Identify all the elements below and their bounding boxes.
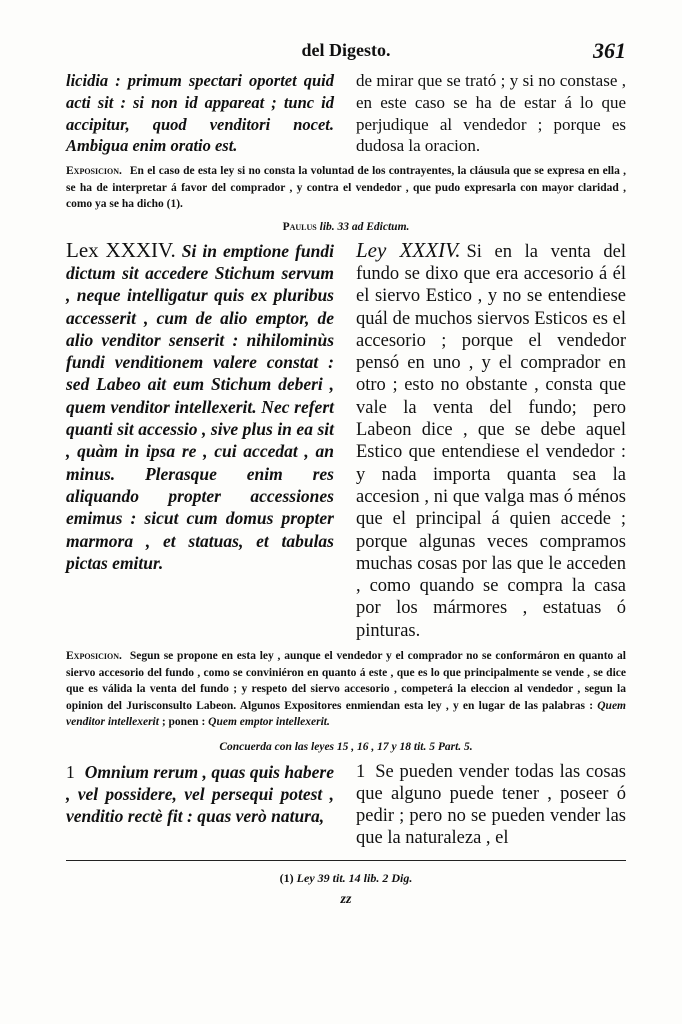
page [66, 40, 626, 908]
page-number: 361 [593, 38, 626, 63]
footnote-text: Ley 39 tit. 14 lib. 2 Dig. [296, 870, 413, 885]
section-number-la: 1 [66, 761, 75, 782]
lex-latin-body: Si in emptione fundi dictum sit accedere Stichum servum , neque intelligatur quis ex pluribus accesserit , cum de alio emptor, de alio venditor senserit : nihilominùs fundi venditionem valere constat : sed Labeo ait eum Stichum deberi , quem venditor intellexerit. Nec refert quanti sit accessio , sive plus in ea sit , quàm in ipsa re , cui accedat , an minus. Plerasque enim res aliquando propter accessiones emimus : sicut cum domus propter marmora , et statuas, et tabulas pictas emitur. [66, 240, 334, 573]
exposicion-note-1 [66, 163, 626, 213]
exposicion-mid: ; ponen : [158, 716, 209, 729]
footnote-marker: (1) [279, 870, 294, 885]
ley-label: Ley XXXIV. [356, 237, 461, 262]
footnote [66, 871, 626, 886]
ley-spanish-column [356, 239, 626, 642]
source-author: Paulus [282, 220, 317, 233]
signature-mark: zz [340, 891, 352, 907]
section-number-es: 1 [356, 761, 366, 782]
lex-latin-text [66, 239, 334, 574]
running-head [66, 40, 626, 70]
block3 [66, 761, 626, 850]
latin-text: licidia : primum spectari oportet quid acti sit : si non id appareat ; tunc id accipitur, quod venditori nocet. Ambigua enim oratio est. [66, 71, 334, 156]
spanish-text: de mirar que se trató ; y si no constase , en este caso se ha de estar á lo que perjudique al vendedor ; porque es dudosa la oracion. [356, 71, 626, 156]
spanish-column [356, 70, 626, 157]
source-ref: lib. 33 ad Edictum. [319, 220, 410, 233]
exposicion-label-2: Exposicion. [66, 650, 122, 663]
latin-column-3 [66, 761, 334, 850]
running-title: del Digesto. [301, 40, 391, 60]
latin-text-3 [66, 761, 334, 828]
exposicion-note-2 [66, 648, 626, 731]
block1 [66, 70, 626, 157]
exposicion-label: Exposicion. [66, 165, 122, 178]
latin-column [66, 70, 334, 157]
spanish-column-3 [356, 761, 626, 850]
exposicion-text: En el caso de esta ley si no consta la voluntad de los contrayentes, la cláusula que se expresa en ella , se ha de interpretar á favor del comprador , y contra el vendedor , que pudo expresarla con mayor claridad , como ya se ha dicho (1). [66, 165, 626, 211]
concuerda-line: Concuerda con las leyes 15 , 16 , 17 y 18 tit. 5 Part. 5. [219, 740, 473, 753]
source-citation [66, 221, 626, 233]
exposicion-text-2: Segun se propone en esta ley , aunque el vendedor y el comprador no se conformáron en quanto al siervo accesorio del fundo , como se conviniéron en quanto á este , que es lo que principalmente se vende , se dice que es válida la venta del fundo ; y respeto del siervo accesorio , competerá la eleccion al vendedor , segun la opinion del Jurisconsulto Labeon. Algunos Expositores enmiendan esta ley , y en lugar de las palabras : [66, 650, 626, 712]
lex-label: Lex XXXIV. [66, 237, 176, 262]
lex-34-block [66, 239, 626, 642]
lex-latin-column [66, 239, 334, 642]
latin-body-3: Omnium rerum , quas quis habere , vel possidere, vel persequi potest , venditio rectè fit : quas verò natura, [66, 761, 334, 827]
ley-spanish-text [356, 239, 626, 642]
footnote-divider [66, 860, 626, 861]
quote-venditor: Quem venditor intellexerit [66, 699, 626, 729]
quote-emptor: Quem emptor intellexerit. [208, 716, 330, 729]
ley-spanish-body: Si en la venta del fundo se dixo que era accesorio á él el siervo Estico , y no se entendiese quál de muchos siervos Esticos es el accesorio ; porque el vendedor pensó en uno , y el comprador en otro ; esto no obstante , consta que vale la venta del fundo; pero Labeon dice , que se debe aquel Estico que entendiese el vendedor : y nada importa quanta sea la accesion , ni que valga mas ó ménos que el principal á quien accede ; porque algunas veces compramos muchas cosas por las que le acceden , como quando se compra la casa por los mármores , estatuas ó pinturas. [356, 241, 626, 641]
spanish-body-3: Se pueden vender todas las cosas que alguno puede tener , poseer ó pedir ; pero no se pueden vender las que la naturaleza , el [356, 761, 626, 849]
spanish-text-3 [356, 761, 626, 850]
